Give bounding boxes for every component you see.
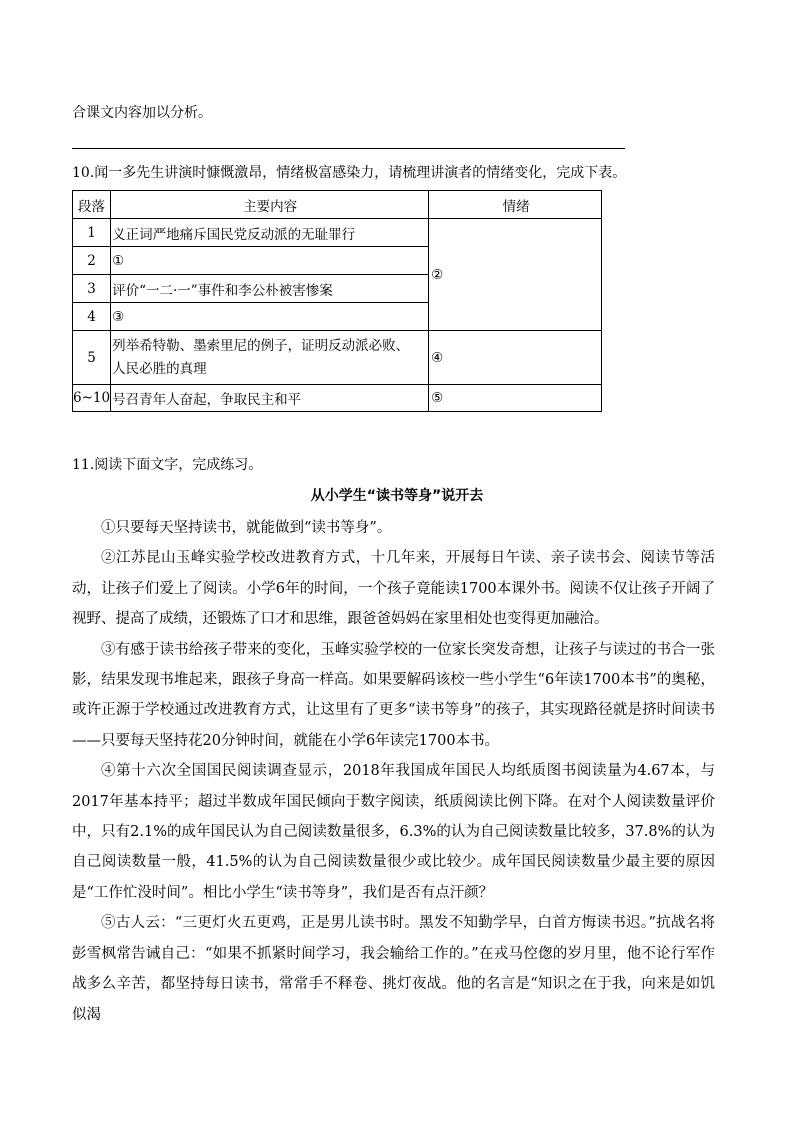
merged-emotion-cell: ② (429, 219, 602, 331)
table-header-row (73, 191, 602, 219)
row-content: 义正词严地痛斥国民党反动派的无耻罪行 (111, 219, 429, 247)
row-content-line2: 人民必胜的真理 (112, 360, 207, 377)
table-row (73, 385, 602, 412)
header-emotion: 情绪 (429, 191, 602, 219)
row-emotion: ④ (429, 331, 602, 385)
row-para: 6~10 (73, 385, 111, 412)
row-content: 号召青年人奋起，争取民主和平 (111, 385, 429, 412)
question-11: 11.阅读下面文字，完成练习。 (72, 457, 263, 473)
row-emotion: ⑤ (429, 385, 602, 412)
article-title: 从小学生“读书等身”说开去 (310, 488, 484, 504)
question-10: 10.闻一多先生讲演时慷慨激昂，情绪极富感染力，请梳理讲演者的情绪变化，完成下表。 (72, 165, 627, 181)
article-paragraph: ①只要每天坚持读书，就能做到“读书等身”。 (101, 520, 392, 536)
article-paragraph: ②江苏昆山玉峰实验学校改进教育方式，十几年来，开展每日午读、亲子读书会、阅读节等活动，让孩子们爱上了阅读。小学6年的时间，一个孩子竟能读1700本课外书。阅读不仅让孩子开阔了视野、提高了成绩，还锻炼了口才和思维，跟爸爸妈妈在家里相处也变得更加融洽。 (72, 550, 715, 628)
article-paragraph: ③有感于读书给孩子带来的变化，玉峰实验学校的一位家长突发奇想，让孩子与读过的书合一张影，结果发现书堆起来，跟孩子身高一样高。如果要解码该校一些小学生“6年读1700本书”的奥秘，或许正源于学校通过改进教育方式，让这里有了更多“读书等身”的孩子，其实现路径就是挤时间读书——只要每天坚持花20分钟时间，就能在小学6年读完1700本书。 (72, 641, 715, 749)
table-row (73, 219, 602, 247)
row-content: ① (111, 247, 429, 275)
row-content: ③ (111, 303, 429, 331)
row-para: 1 (73, 219, 111, 247)
header-paragraph: 段落 (73, 191, 111, 219)
emotion-table (72, 190, 602, 412)
article-paragraph: ④第十六次全国国民阅读调查显示，2018年我国成年国民人均纸质图书阅读量为4.67本，与2017年基本持平；超过半数成年国民倾向于数字阅读，纸质阅读比例下降。在对个人阅读数量评价中，只有2.1%的成年国民认为自己阅读数量很多，6.3%的认为自己阅读数量比较多，37.8%的认为自己阅读数量一般，41.5%的认为自己阅读数量很少或比较少。成年国民阅读数量少最主要的原因是“工作忙没时间”。相比小学生“读书等身”，我们是否有点汗颜？ (72, 763, 715, 901)
row-content (111, 331, 429, 385)
row-para: 2 (73, 247, 111, 275)
row-para: 3 (73, 275, 111, 303)
row-content-line1: 列举希特勒、墨索里尼的例子，证明反动派必败、 (112, 337, 410, 354)
article-body (72, 513, 715, 1030)
row-para: 4 (73, 303, 111, 331)
header-content: 主要内容 (111, 191, 429, 219)
table-row (73, 331, 602, 385)
article-paragraph: ⑤古人云：“三更灯火五更鸡，正是男儿读书时。黑发不知勤学早，白首方悔读书迟。”抗战名将彭雪枫常告诫自己：“如果不抓紧时间学习，我会输给工作的。”在戎马倥偬的岁月里，他不论行军作战多么辛苦，都坚持每日读书，常常手不释卷、挑灯夜战。他的名言是“知识之在于我，向来是如饥似渴 (72, 915, 715, 1023)
row-para: 5 (73, 331, 111, 385)
answer-line (72, 148, 625, 149)
row-content: 评价“一二·一”事件和李公朴被害惨案 (111, 275, 429, 303)
intro-line: 合课文内容加以分析。 (72, 105, 212, 121)
